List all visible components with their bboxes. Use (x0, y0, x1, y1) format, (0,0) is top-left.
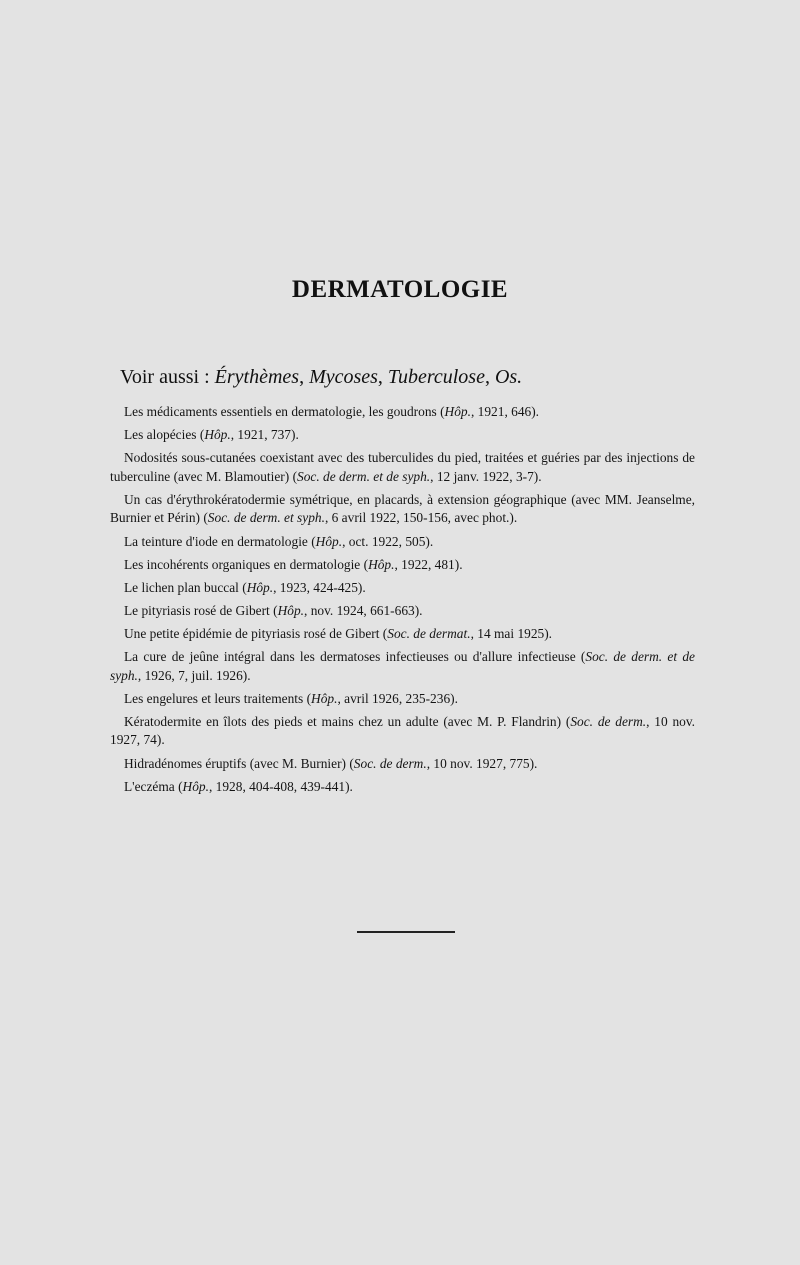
bibliography-entry (110, 602, 695, 621)
entry-text: , avril 1926, 235-236). (337, 690, 458, 706)
see-also-topic: Tuberculose (387, 366, 485, 388)
entry-text: Nodosités sous-cutanées coexistant avec des tuberculides du pied, traitées et guéries par des injections de tuberculine (avec M. Blamoutier) ( (110, 450, 695, 484)
entry-text: , 1926, 7, juil. 1926). (137, 667, 251, 683)
bibliography-entry (110, 403, 695, 422)
entry-text: , 1921, 646). (470, 404, 540, 419)
bibliography-entry (110, 755, 695, 774)
entry-text: , 1928, 404-408, 439-441). (208, 778, 353, 794)
bibliography-entry (110, 778, 695, 797)
bibliography-entry (110, 533, 695, 552)
entry-text: Kératodermite en îlots des pieds et mains chez un adulte (avec M. P. Flandrin) ( (124, 713, 571, 729)
bibliography-entry (110, 579, 695, 598)
see-also-line: Voir aussi : Érythèmes, Mycoses, Tuberculose, Os. (120, 366, 523, 388)
entry-text: Hidradénomes éruptifs (avec M. Burnier) ( (124, 755, 354, 771)
bibliography-entry (110, 449, 695, 486)
entry-text: Les engelures et leurs traitements ( (124, 690, 312, 706)
journal-citation: Hôp. (444, 404, 471, 419)
journal-citation: Soc. de derm. et de syph. (297, 468, 431, 484)
journal-citation: Hôp. (368, 556, 395, 572)
bibliography-entry (110, 491, 695, 528)
entry-text: , nov. 1924, 661-663). (304, 602, 423, 618)
entry-text: Un cas d'érythrokératodermie symétrique, en placards, à extension géographique (avec MM. Jeanselme, Burnier et Périn) ( (110, 491, 695, 526)
entry-text: Les incohérents organiques en dermatologie ( (124, 556, 369, 572)
bibliography-entry (110, 426, 695, 445)
bibliography-entry (110, 713, 695, 750)
entry-text: La cure de jeûne intégral dans les dermatoses infectieuses ou d'allure infectieuse ( (124, 649, 586, 665)
journal-citation: Hôp. (246, 579, 274, 595)
entry-text: , 1923, 424-425). (273, 579, 366, 595)
journal-citation: Soc. de derm. (570, 713, 647, 729)
entry-text: Le lichen plan buccal ( (124, 579, 247, 595)
see-also-topic: Os. (494, 366, 523, 388)
section-divider (357, 931, 455, 933)
bibliography-entry (110, 556, 695, 575)
entry-text: La teinture d'iode en dermatologie ( (124, 533, 316, 549)
entry-text: , 6 avril 1922, 150-156, avec phot.). (324, 510, 518, 526)
journal-citation: Hôp. (182, 778, 209, 794)
see-also-topic: Érythèmes (214, 366, 300, 388)
journal-citation: Soc. de derm. et syph. (207, 510, 325, 526)
journal-citation: Hôp. (277, 602, 304, 618)
entry-text: Les médicaments essentiels en dermatologie, les goudrons ( (124, 404, 445, 419)
entry-text: , oct. 1922, 505). (342, 533, 434, 549)
entry-text: , 1921, 737). (230, 427, 299, 443)
entry-text: , 10 nov. 1927, 74). (110, 713, 696, 748)
entry-text: Une petite épidémie de pityriasis rosé de Gibert ( (124, 625, 388, 641)
journal-citation: Hôp. (315, 533, 343, 549)
bibliography-entry (110, 648, 695, 685)
page-title: DERMATOLOGIE (291, 276, 509, 303)
journal-citation: Hôp. (311, 690, 338, 706)
journal-citation: Soc. de derm. (353, 755, 427, 771)
see-also-label: Voir aussi : (120, 366, 210, 388)
bibliography-entry (110, 625, 695, 644)
journal-citation: Hôp. (204, 427, 231, 443)
entry-text: Les alopécies ( (124, 427, 205, 443)
journal-citation: Soc. de derm. et de syph. (110, 649, 695, 683)
entry-text: Le pityriasis rosé de Gibert ( (124, 602, 278, 618)
bibliography-entry (110, 690, 695, 709)
entry-text: , 10 nov. 1927, 775). (426, 755, 538, 771)
see-also-topic: Mycoses (309, 366, 378, 388)
journal-citation: Soc. de dermat. (387, 625, 471, 641)
entry-text: , 12 janv. 1922, 3-7). (430, 468, 542, 484)
entry-text: , 14 mai 1925). (470, 625, 553, 641)
entry-text: , 1922, 481). (394, 556, 463, 572)
entry-text: L'eczéma ( (124, 778, 183, 794)
bibliography-list (110, 403, 695, 801)
